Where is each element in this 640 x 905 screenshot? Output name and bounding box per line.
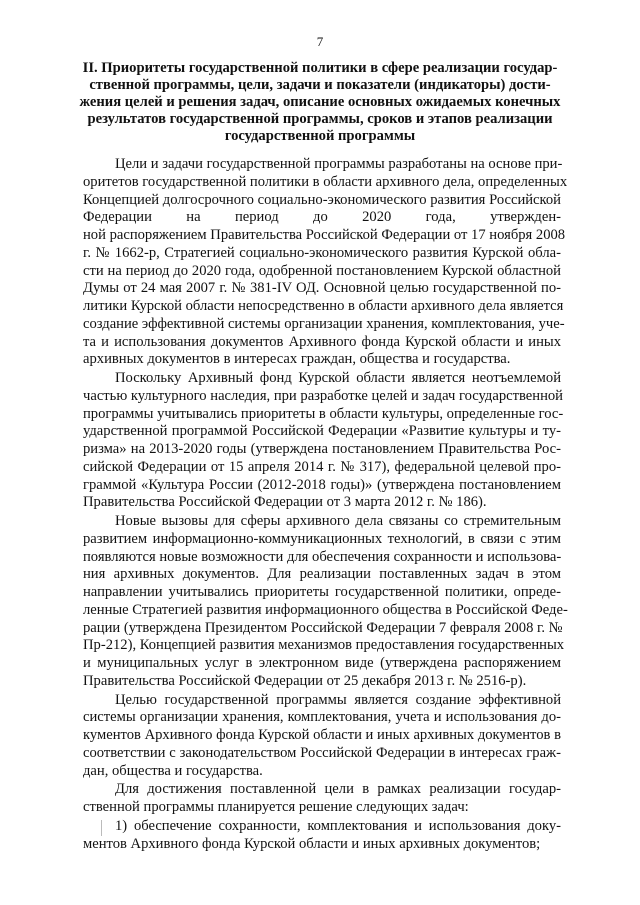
text-line: ния архивных документов. Для реализации поставленных задач в этом	[83, 566, 561, 583]
text-line: развитием информационно-коммуникационных технологий, в связи с этим	[83, 530, 561, 547]
text-line: и муниципальных услуг в электронном виде (утверждена распоряжением	[83, 655, 561, 671]
text-line: частью культурного наследия, при разработке целей и задач государственной	[83, 387, 563, 404]
text-line: Концепцией долгосрочного социально-экономического развития Российской	[83, 191, 561, 208]
text-line: соответствии с законодательством Российской Федерации в интересах граж-	[83, 744, 561, 761]
text-line: г. № 1662-р, Стратегией социально-экономического развития Курской обла-	[83, 244, 561, 261]
text-line: сийской Федерации от 15 апреля 2014 г. № 317), федеральной целевой про-	[83, 458, 561, 475]
section-heading	[0, 60, 640, 145]
text-line: Федерации на период до 2020 года, утвержден-	[83, 209, 561, 226]
text-line: программы учитывались приоритеты в области культуры, определенные гос-	[83, 405, 564, 422]
text-line: архивных документов в интересах граждан, общества и государства.	[83, 351, 511, 368]
heading-line: II. Приоритеты государственной политики в сфере реализации государ-	[82, 60, 558, 76]
paragraph	[83, 781, 561, 817]
text-line: сти на период до 2020 года, одобренной постановлением Курской областной	[83, 262, 561, 279]
text-line: оритетов государственной политики в области архивного дела, определенных	[83, 173, 568, 190]
heading-line: результатов государственной программы, сроков и этапов реализации	[87, 111, 553, 127]
text-line: литики Курской области непосредственно в области архивного дела является	[83, 298, 564, 314]
text-line: Пр-212), Концепцией развития механизмов предоставления государственных	[83, 637, 565, 654]
text-line: та и использования документов Архивного фонда Курской области и иных	[83, 333, 561, 350]
text-line: Думы от 24 мая 2007 г. № 381-IV ОД. Основной целью государственной по-	[83, 280, 561, 297]
text-line: ной распоряжением Правительства Российской Федерации от 17 ноября 2008	[83, 227, 566, 243]
text-line: Новые вызовы для сферы архивного дела связаны со стремительным	[115, 513, 561, 529]
text-line: ственной программы планируется решение следующих задач:	[83, 799, 469, 815]
text-line: направлении учитывались приоритеты государственной политики, опреде-	[83, 584, 561, 600]
text-line: кументов Архивного фонда Курской области и иных архивных документов в	[83, 727, 561, 743]
page-number: 7	[316, 34, 324, 49]
text-line: 1) обеспечение сохранности, комплектования и использования доку-	[115, 817, 561, 834]
text-line: граммой «Культура России (2012-2018 годы)» (утверждена постановлением	[83, 476, 561, 493]
body-text	[83, 156, 568, 853]
paragraph	[83, 818, 561, 854]
text-line: Поскольку Архивный фонд Курской области является неотъемлемой	[115, 370, 561, 386]
paragraph	[83, 513, 568, 691]
scan-mark	[101, 820, 102, 836]
text-line: Целью государственной программы является создание эффективной	[115, 691, 561, 708]
text-line: ризма» на 2013-2020 годы (утверждена постановлением Правительства Рос-	[83, 441, 561, 457]
text-line: Для достижения поставленной цели в рамках реализации государ-	[115, 781, 561, 798]
text-line: системы организации хранения, комплектования, учета и использования до-	[83, 709, 561, 726]
paragraph	[83, 156, 568, 369]
text-line: Цели и задачи государственной программы разработаны на основе при-	[115, 156, 563, 172]
heading-line: государственной программы	[224, 128, 416, 144]
heading-line: ственной программы, цели, задачи и показатели (индикаторы) дости-	[89, 77, 551, 93]
text-line: дан, общества и государства.	[83, 762, 263, 779]
text-line: ментов Архивного фонда Курской области и иных архивных документов;	[83, 835, 541, 852]
text-line: создание эффективной системы организации хранения, комплектования, уче-	[83, 315, 565, 332]
heading-line: жения целей и решения задач, описание основных ожидаемых конечных	[79, 94, 561, 110]
text-line: ударственной программой Российской Федерации «Развитие культуры и ту-	[83, 423, 561, 440]
text-line: Правительства Российской Федерации от 3 марта 2012 г. № 186).	[83, 494, 487, 511]
text-line: Правительства Российской Федерации от 25 декабря 2013 г. № 2516-р).	[83, 672, 527, 689]
paragraph	[83, 692, 561, 781]
paragraph	[83, 370, 564, 512]
text-line: появляются новые возможности для обеспечения сохранности и использова-	[83, 548, 562, 565]
text-line: ленные Стратегией развития информационного общества в Российской Феде-	[83, 601, 568, 618]
text-line: рации (утверждена Президентом Российской Федерации 7 февраля 2008 г. №	[83, 619, 563, 636]
